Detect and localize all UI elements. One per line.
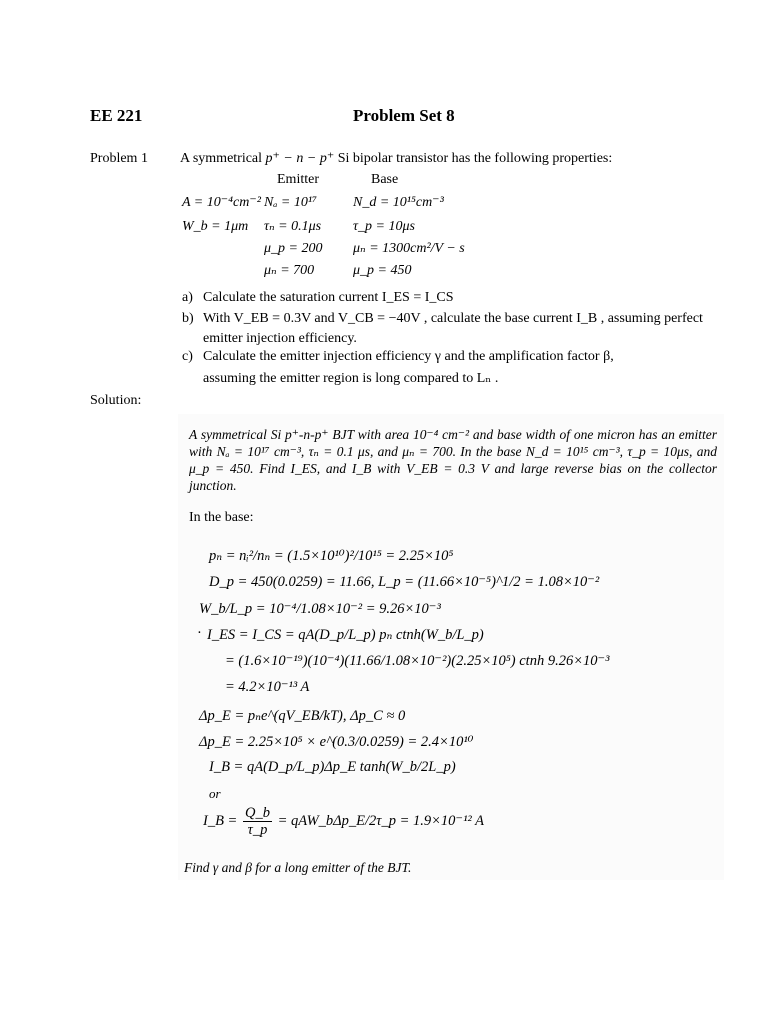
eq-dp-lp: D_p = 450(0.0259) = 11.66, L_p = (11.66×10⁻⁵)^1/2 = 1.08×10⁻² <box>209 574 600 590</box>
prop-na: Nₐ = 10¹⁷ <box>264 195 317 210</box>
prop-mup-base: μ_p = 450 <box>353 263 412 278</box>
eq-ies: I_ES = I_CS = qA(D_p/L_p) pₙ ctnh(W_b/L_p) <box>207 627 484 643</box>
part-a-label: a) <box>182 290 193 305</box>
col-emitter: Emitter <box>277 172 319 187</box>
part-c-text-cont: assuming the emitter region is long compared to Lₙ . <box>203 371 499 386</box>
col-base: Base <box>371 172 399 187</box>
eq-ib-alt-lhs: I_B = <box>203 812 238 829</box>
solution-label: Solution: <box>90 393 142 408</box>
part-b-text: With V_EB = 0.3V and V_CB = −40V , calculate the base current I_B , assuming perfect <box>203 311 703 326</box>
intro-formula: p⁺ − n − p⁺ <box>265 151 335 166</box>
final-instruction: Find γ and β for a long emitter of the BJT. <box>184 860 412 875</box>
bullet-mark: · <box>197 625 202 641</box>
eq-ies-result: = 4.2×10⁻¹³ A <box>225 679 310 695</box>
prop-mun-base: μₙ = 1300cm²/V − s <box>353 241 465 256</box>
prop-nd: N_d = 10¹⁵cm⁻³ <box>353 195 444 210</box>
page-title: Problem Set 8 <box>353 106 455 125</box>
part-b-text-cont: emitter injection efficiency. <box>203 331 357 346</box>
eq-ib-alt <box>203 805 484 838</box>
intro-suffix: Si bipolar transistor has the following properties: <box>337 151 613 166</box>
course-code: EE 221 <box>90 106 143 125</box>
part-b-label: b) <box>182 311 194 326</box>
solution-statement: A symmetrical Si p⁺-n-p⁺ BJT with area 10⁻⁴ cm⁻² and base width of one micron has an emitter with Nₐ = 10¹⁷ cm⁻³, τₙ = 0.1 μs, and μₙ = 700. In the base N_d = 10¹⁵ cm⁻³, τ_p = 10μs, and μ_p = 450. Find I_ES, and I_B with V_EB = 0.3 V and large reverse bias on the collector junction. <box>189 427 717 493</box>
problem-label: Problem 1 <box>90 151 148 166</box>
eq-delta-pe: Δp_E = pₙe^(qV_EB/kT), Δp_C ≈ 0 <box>199 708 406 724</box>
eq-delta-pe-value: Δp_E = 2.25×10⁵ × e^(0.3/0.0259) = 2.4×10¹⁰ <box>199 734 474 750</box>
in-base-heading: In the base: <box>189 510 254 525</box>
part-a-text: Calculate the saturation current I_ES = I_CS <box>203 290 454 305</box>
eq-pn: pₙ = nᵢ²/nₙ = (1.5×10¹⁰)²/10¹⁵ = 2.25×10⁵ <box>209 548 454 564</box>
prop-wb: W_b = 1μm <box>182 219 249 234</box>
fraction-numerator: Q_b <box>244 805 270 821</box>
part-c-text: Calculate the emitter injection efficiency γ and the amplification factor β, <box>203 349 614 364</box>
prop-taun: τₙ = 0.1μs <box>264 219 322 234</box>
eq-wb-lp: W_b/L_p = 10⁻⁴/1.08×10⁻² = 9.26×10⁻³ <box>199 601 441 617</box>
or-word: or <box>209 786 221 801</box>
problem-intro <box>180 150 612 168</box>
prop-area: A = 10⁻⁴cm⁻² <box>182 195 261 210</box>
intro-prefix: A symmetrical <box>180 151 263 166</box>
part-c-label: c) <box>182 349 193 364</box>
prop-mun-emitter: μₙ = 700 <box>264 263 315 278</box>
eq-ib-alt-rhs: = qAW_bΔp_E/2τ_p = 1.9×10⁻¹² A <box>277 812 484 829</box>
prop-mup-emitter: μ_p = 200 <box>264 241 323 256</box>
eq-ib: I_B = qA(D_p/L_p)Δp_E tanh(W_b/2L_p) <box>209 759 456 775</box>
eq-ies-values: = (1.6×10⁻¹⁹)(10⁻⁴)(11.66/1.08×10⁻²)(2.25×10⁵) ctnh 9.26×10⁻³ <box>225 653 610 669</box>
fraction-denominator: τ_p <box>247 822 268 838</box>
prop-taup: τ_p = 10μs <box>353 219 415 234</box>
solution-scan <box>178 414 724 880</box>
charge-fraction <box>243 805 272 838</box>
